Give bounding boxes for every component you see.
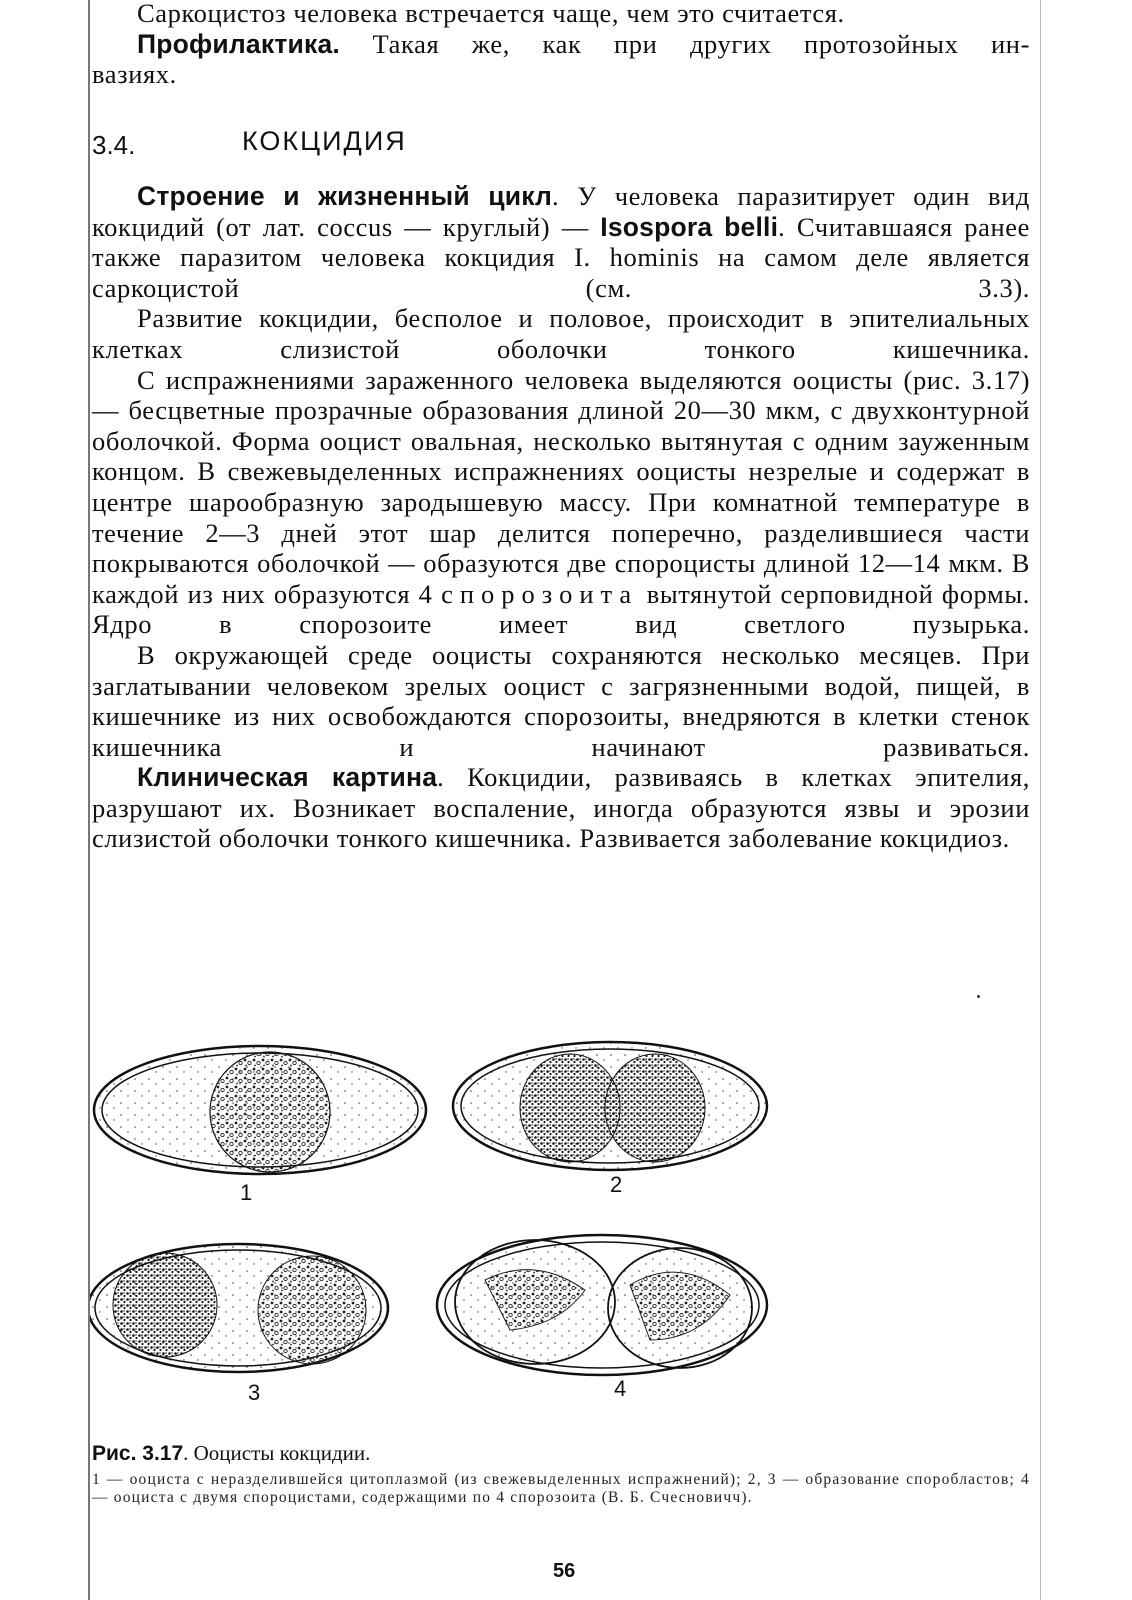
environment-paragraph: В окружающей среде ооцисты сохраняются несколько месяцев. При заглатывании человеком зрелых ооцист с загрязненными водой, пищей, в кишечнике из них освобождаются спорозоиты, внедряются в клетки стенок кишечника и начинают развиваться.: [92, 639, 1030, 762]
figure-label-1: 1: [240, 1180, 253, 1205]
section-title: КОКЦИДИЯ: [242, 126, 407, 156]
prevention-text-b: вазиях.: [92, 59, 177, 90]
oocyst-3-drawing: [90, 1244, 388, 1372]
figure-label-4: 4: [614, 1376, 627, 1401]
structure-label: Строение и жизненный цикл: [137, 181, 553, 211]
figure-caption-text: . Ооцисты кокцидии.: [183, 1441, 371, 1465]
figure-label-3: 3: [248, 1380, 261, 1405]
figure-caption-label: Рис. 3.17: [92, 1442, 184, 1465]
page-scan-edge-right: [1040, 0, 1041, 1600]
section-number: 3.4.: [92, 130, 136, 160]
clinical-paragraph: Клиническая картина. Кокцидии, развиваясь в клетках эпителия, разрушают их. Возникает воспаление, иногда образуются язвы и эрозии слизистой оболочки тонкого кишечника. Развивается заболевание кокцидиоз.: [92, 762, 1031, 854]
figure-label-2: 2: [610, 1172, 623, 1197]
oocyst-1-drawing: [94, 1046, 426, 1174]
structure-paragraph: Строение и жизненный цикл. У человека паразитирует один вид кокцидий (от лат. coccus — круглый) — Isosporа belli. Считавшаяся ранее также паразитом человека кокцидия I. hominis на самом деле является саркоцистой (см. 3.3).: [92, 181, 1031, 303]
main-text-block: [92, 181, 1030, 854]
oocyst-2-drawing: [453, 1042, 767, 1170]
oocyst-figure: [90, 1040, 790, 1410]
development-paragraph: Развитие кокцидии, бесполое и половое, происходит в эпителиальных клетках слизистой оболочки тонкого кишечника.: [92, 303, 1030, 364]
top-text-block: [92, 0, 1030, 90]
clinical-label: Клиническая картина: [137, 762, 438, 793]
sarcocystosis-sentence: Саркоцистоз человека встречается чаще, чем это считается.: [137, 0, 845, 28]
page-number: 56: [553, 1560, 576, 1582]
prevention-paragraph: [92, 29, 1030, 60]
figure-legend: [92, 1471, 1030, 1506]
oocyst-drawings: [90, 1040, 790, 1410]
figure-caption: [92, 1441, 1030, 1466]
scan-speck: [977, 995, 980, 998]
prevention-text-a: Такая же, как при других протозойных ин-: [339, 28, 1030, 59]
oocyst-paragraph: С испражнениями зараженного человека выделяются ооцисты (рис. 3.17) — бесцветные прозрачные образования длиной 20—30 мкм, с двухконтурной оболочкой. Форма ооцист овальная, несколько вытянутая с одним зауженным концом. В свежевыделенных испражнениях ооцисты незрелые и содержат в центре шарообразную зародышевую массу. При комнатной температуре в течение 2—3 дней этот шар делится поперечно, разделившиеся части покрываются оболочкой — образуются две спороцисты длиной 12—14 мкм. В каждой из них образуются 4 спорозоита вытянутой серповидной формы. Ядро в спорозоите имеет вид светлого пузырька.: [92, 364, 1030, 640]
species-name: Isosporа belli: [600, 211, 779, 242]
figure-legend-text: 1 — ооциста с неразделившейся цитоплазмой (из свежевыделенных испражнений); 2, 3 — образование споробластов; 4 — ооциста с двумя спороцистами, содержащими по 4 спорозоита (В. Б. Счесновичч).: [92, 1471, 1030, 1506]
oocyst-4-drawing: [437, 1235, 767, 1375]
sporozoite-spaced-word: спорозоита: [441, 578, 639, 609]
prevention-label: Профилактика.: [137, 28, 340, 59]
